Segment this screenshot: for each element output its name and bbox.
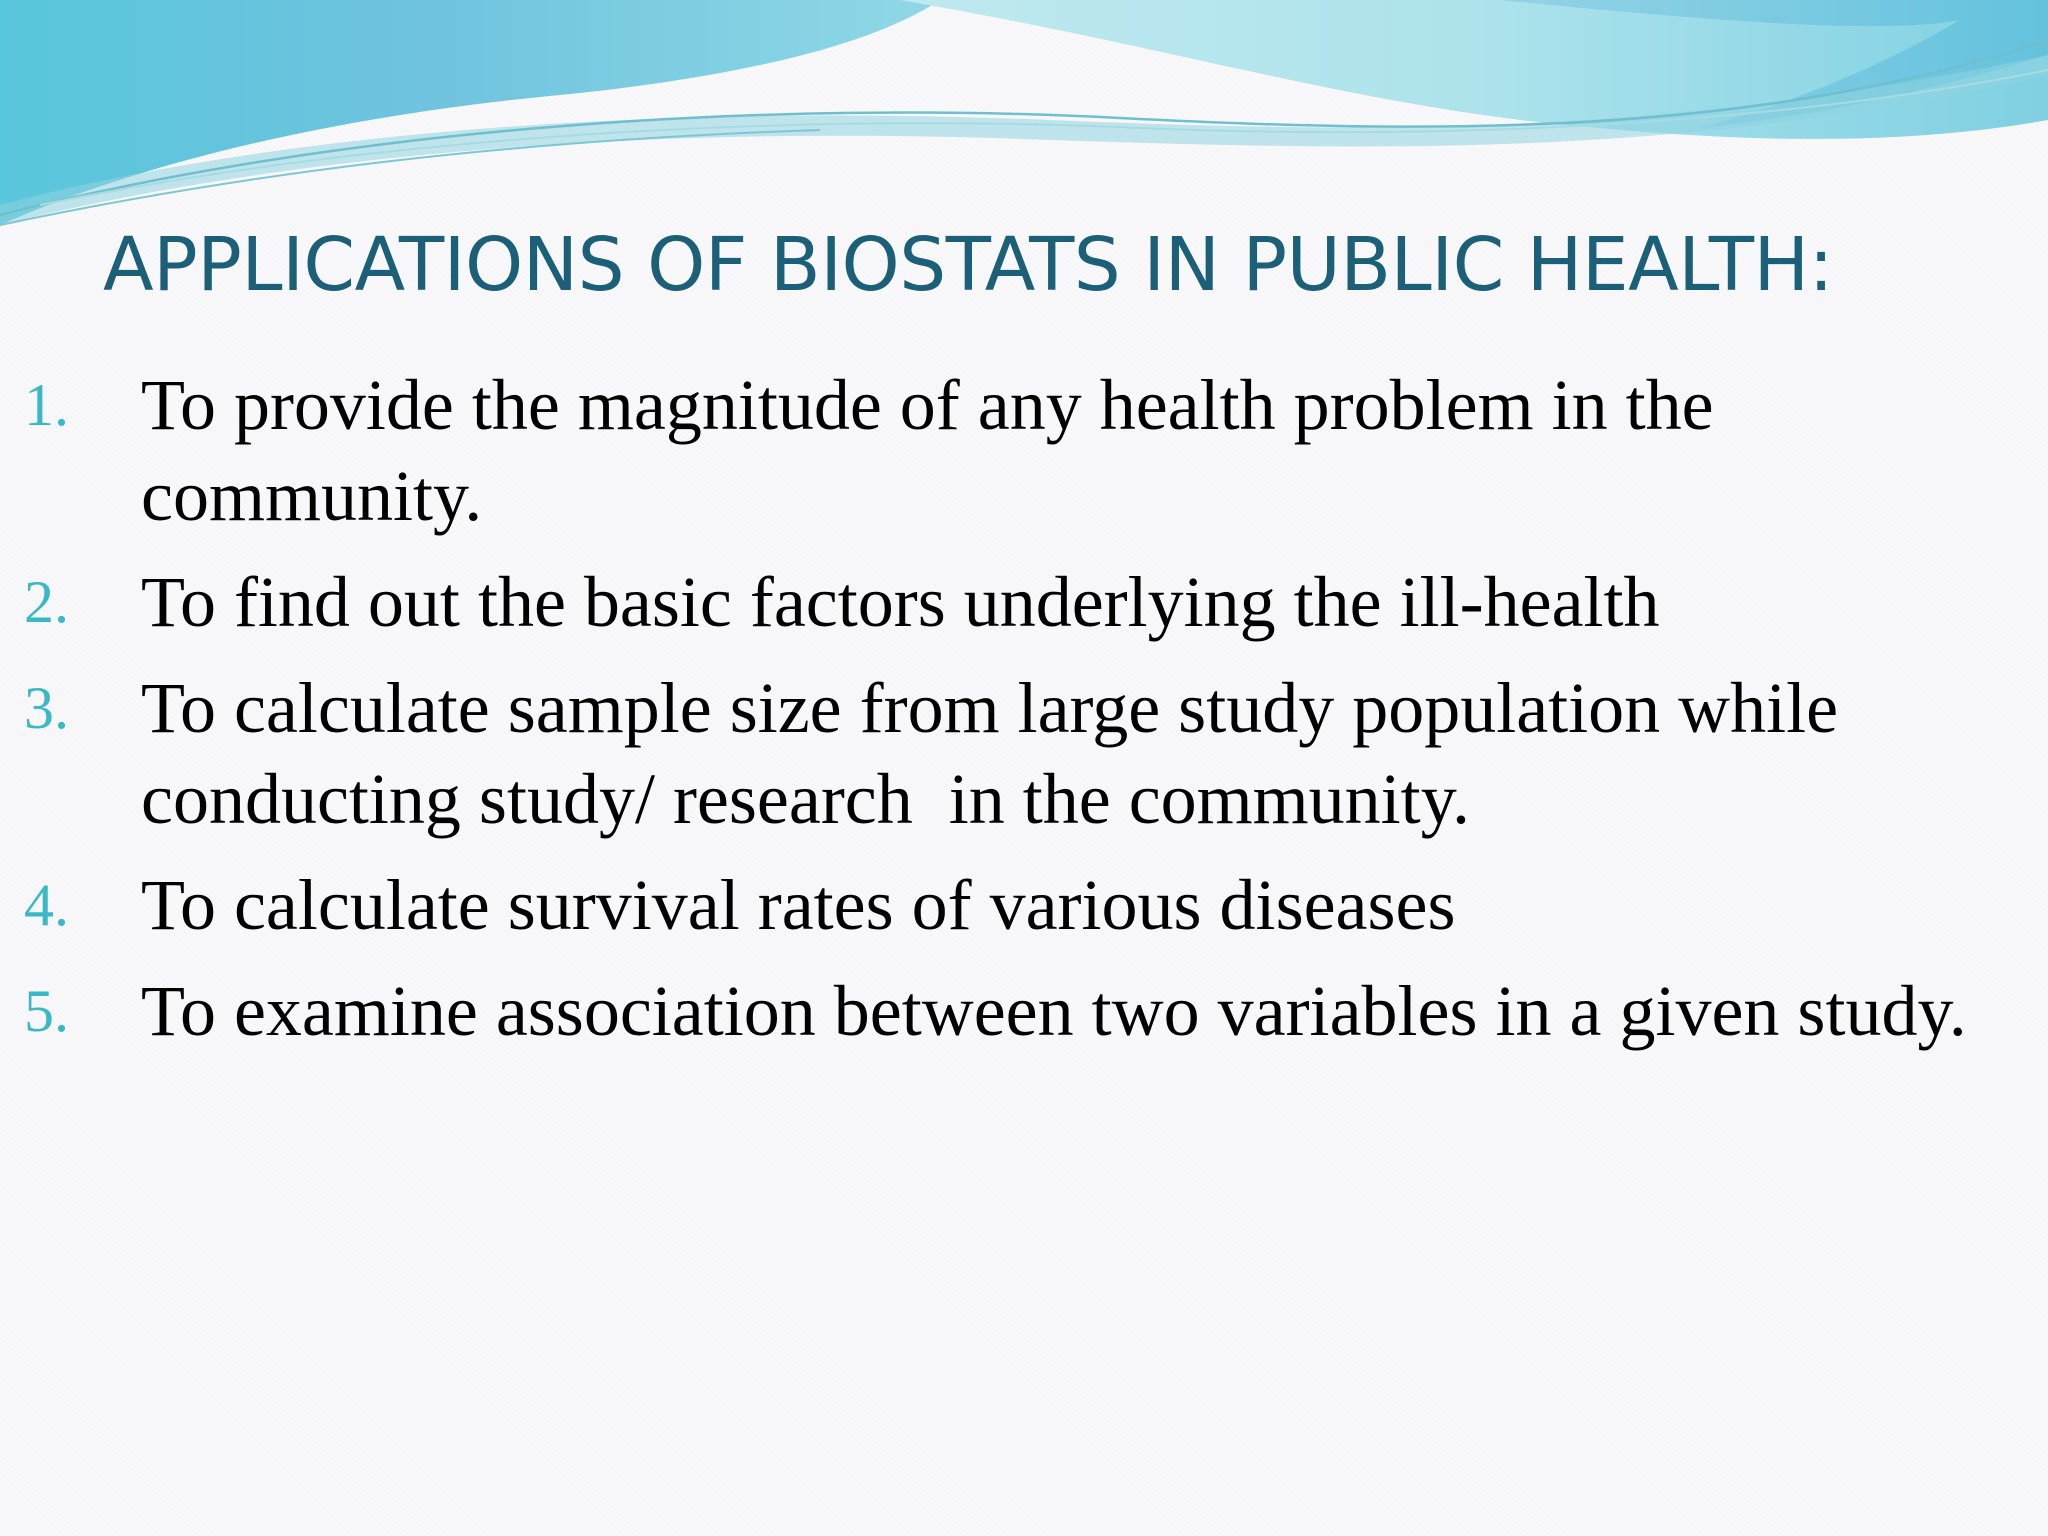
list-item-text: To calculate sample size from large study population while conducting study/ research in the community. <box>141 668 1857 839</box>
list-item-text: To calculate survival rates of various diseases <box>141 865 1456 945</box>
list-item-number: 3. <box>24 675 69 741</box>
list-item-number: 1. <box>24 372 69 438</box>
list-item <box>0 360 1991 542</box>
applications-list <box>0 360 2048 1072</box>
list-item <box>0 663 1991 845</box>
list-item-number: 2. <box>24 569 69 635</box>
list-item <box>0 860 1991 951</box>
list-item-number: 4. <box>24 872 69 938</box>
list-item-text: To provide the magnitude of any health problem in the community. <box>141 365 1732 536</box>
list-item-text: To find out the basic factors underlying the ill-health <box>141 562 1660 642</box>
list-item <box>0 557 1991 648</box>
slide-title: APPLICATIONS OF BIOSTATS IN PUBLIC HEALTH: <box>103 222 1834 308</box>
list-item-number: 5. <box>24 978 69 1044</box>
list-item-text: To examine association between two variables in a given study. <box>141 971 1967 1051</box>
list-item <box>0 966 1991 1057</box>
